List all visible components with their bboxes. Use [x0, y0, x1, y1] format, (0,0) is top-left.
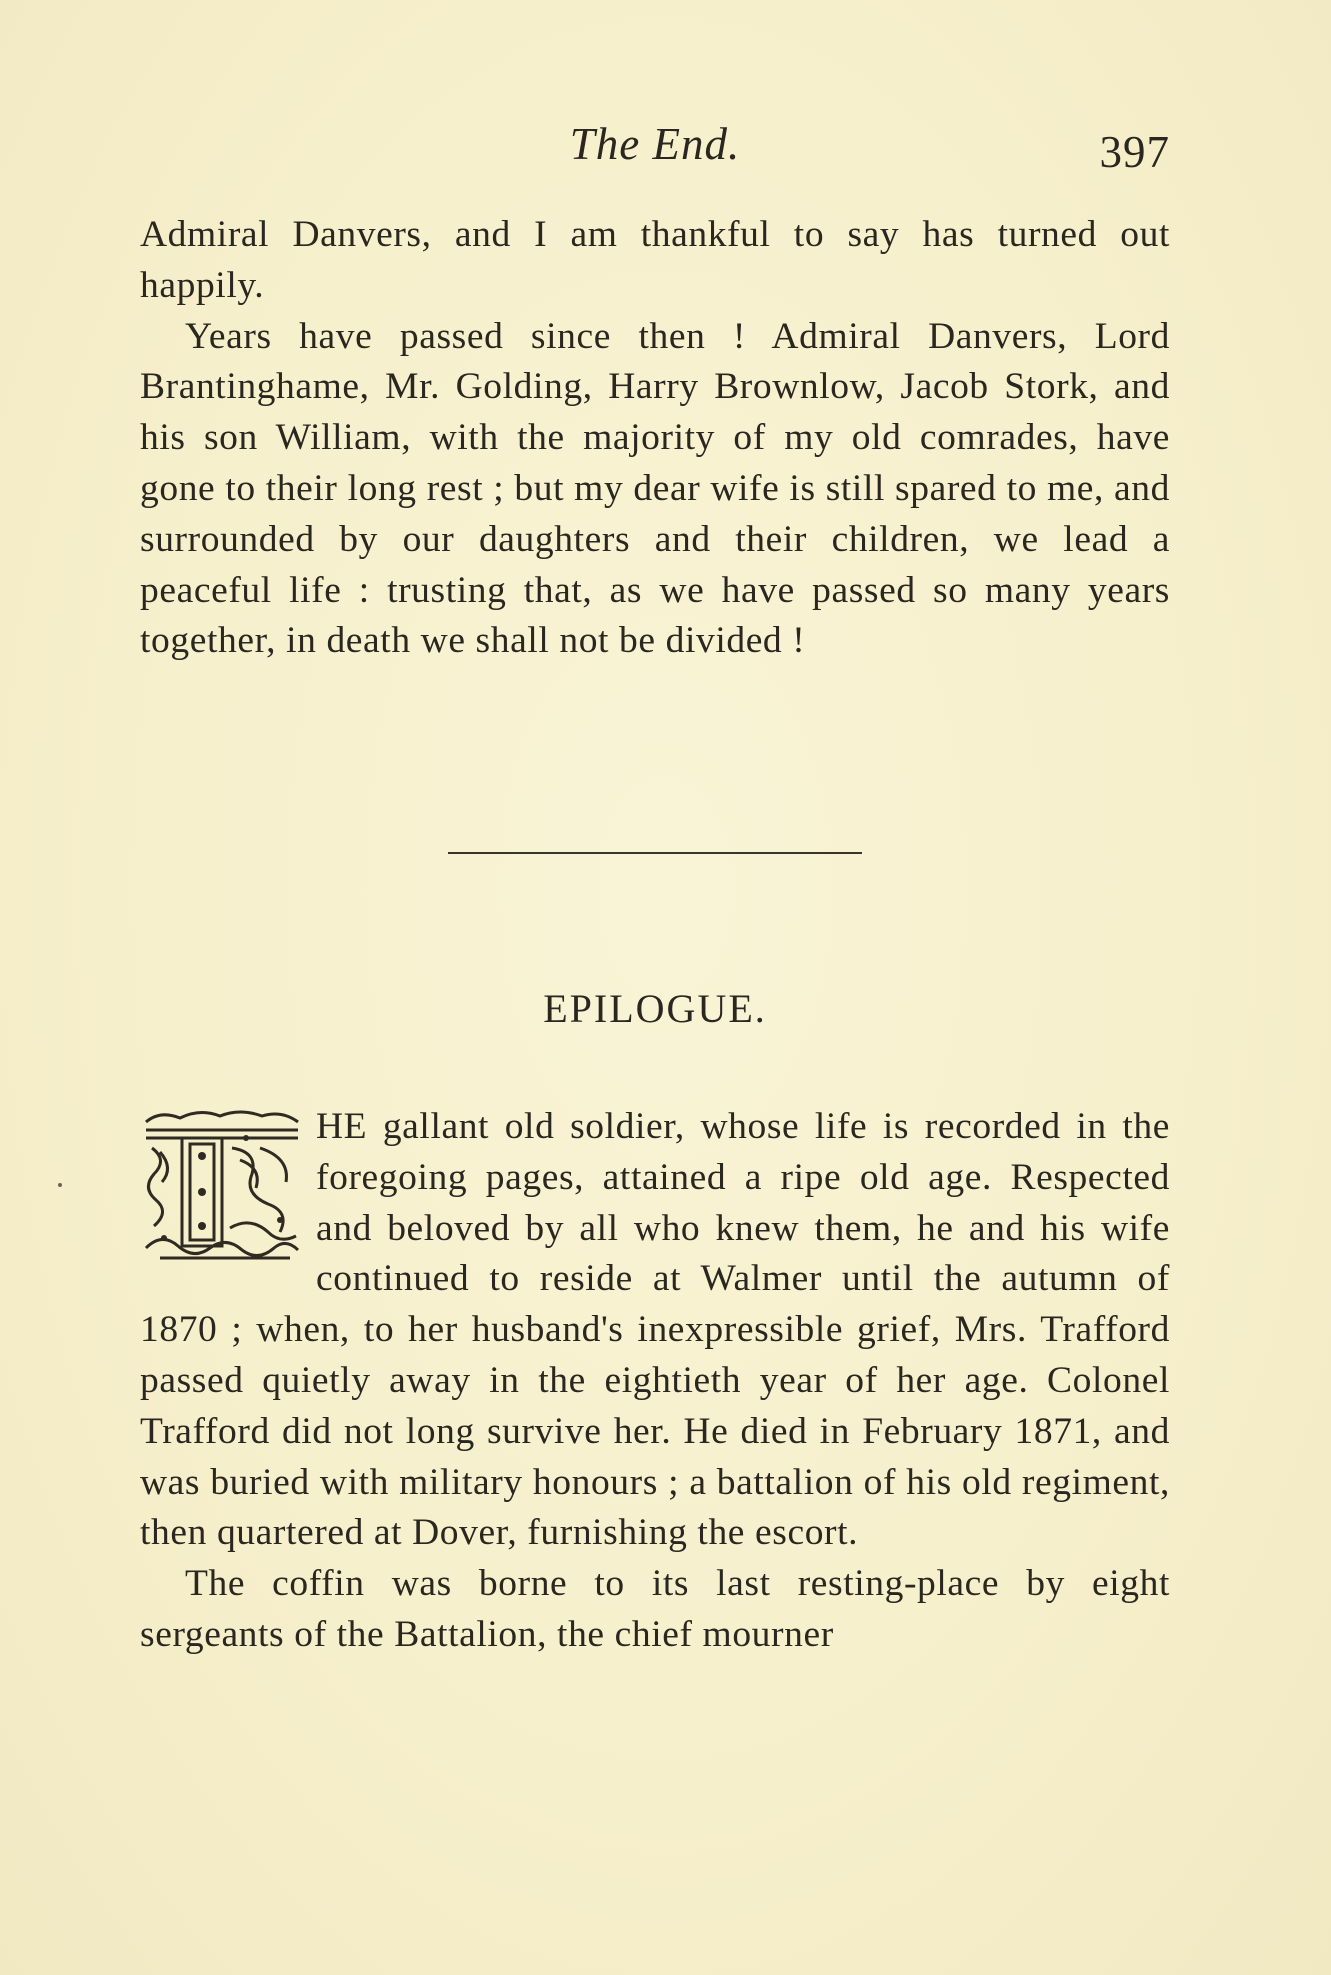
- chapter-ending-text: [140, 210, 1170, 667]
- epilogue-text: [140, 1102, 1170, 1661]
- running-head: [140, 118, 1170, 178]
- paragraph: Years have passed since then ! Admiral Danvers, Lord Brantinghame, Mr. Golding, Harry Brownlow, Jacob Stork, and his son William, with the majority of my old comrades, have gone to their long rest ; but my dear wife is still spared to me, and surrounded by our daughters and their children, we lead a peaceful life : trusting that, as we have passed so many years together, in death we shall not be divided !: [140, 315, 1170, 662]
- page-number: 397: [1099, 127, 1170, 177]
- paragraph: HE gallant old soldier, whose life is recorded in the foregoing pages, attained a ripe old age. Respected and beloved by all who knew them, he and his wife continued to reside at Walmer until the autumn of 1870 ; when, to her husband's inexpressible grief, Mrs. Trafford passed quietly away in the eightieth year of her age. Colonel Trafford did not long survive her. He died in February 1871, and was buried with military honours ; a battalion of his old regiment, then quartered at Dover, furnishing the escort.: [140, 1106, 1170, 1554]
- ornamental-drop-cap-t-icon: [140, 1108, 302, 1263]
- epilogue-heading: EPILOGUE.: [543, 986, 767, 1031]
- running-title: The End.: [569, 119, 741, 169]
- paragraph: Admiral Danvers, and I am thankful to say has turned out happily.: [140, 214, 1170, 306]
- margin-speck: [58, 1183, 62, 1187]
- paragraph: The coffin was borne to its last resting-place by eight sergeants of the Battalion, the chief mourner: [140, 1563, 1170, 1655]
- section-divider-rule: [448, 852, 862, 854]
